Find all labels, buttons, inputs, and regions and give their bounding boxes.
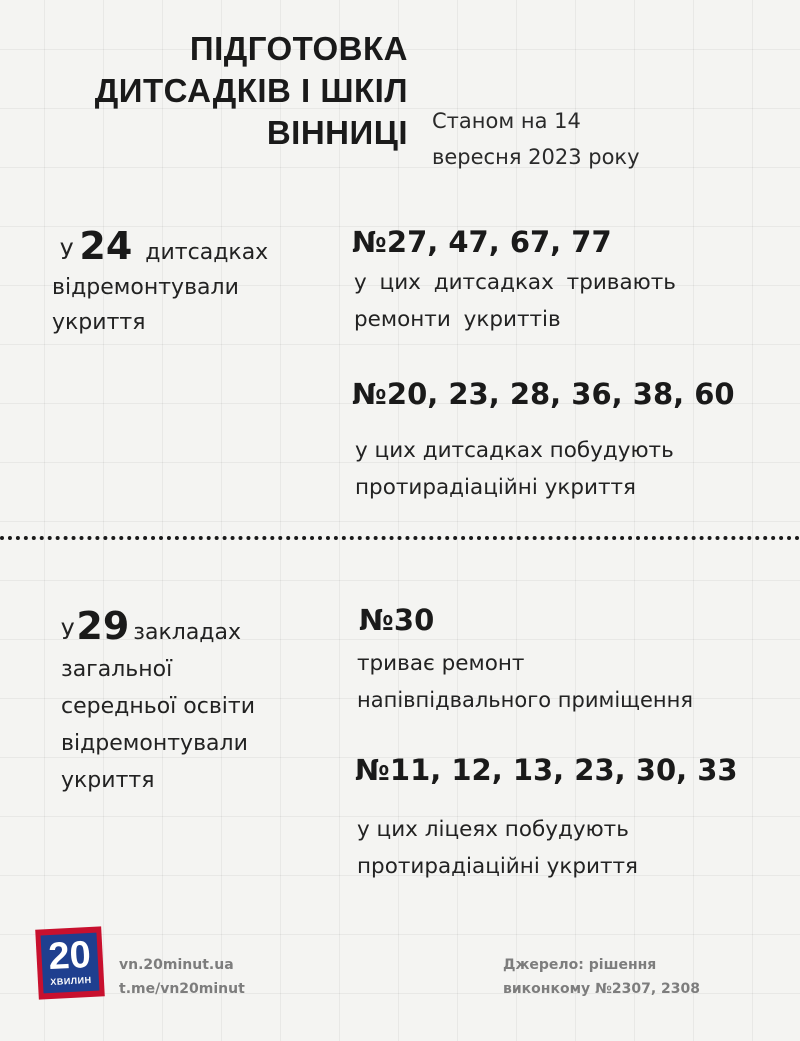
kindergarten-stat-number: 24 [79,224,133,268]
kindergarten-ongoing-desc-line-1: у цих дитсадках тривають [354,270,676,295]
school-stat-number: 29 [76,604,130,648]
school-ongoing-number: №30 [359,603,435,637]
date-line-2: вересня 2023 року [432,145,640,169]
school-ongoing-desc-line-1: триває ремонт [357,651,525,676]
kindergarten-ongoing-numbers: №27, 47, 67, 77 [352,225,612,259]
school-stat-line-4: відремонтували [61,731,248,756]
school-stat-prefix: У [61,620,75,645]
kindergarten-new-numbers: №20, 23, 28, 36, 38, 60 [352,377,735,411]
source-line-2: виконкому №2307, 2308 [503,981,700,997]
section-divider [0,536,800,540]
school-stat-line-5: укриття [61,768,155,793]
title-line-3: ВІННИЦІ [266,114,408,151]
kindergarten-ongoing-desc-line-2: ремонти укриттів [354,307,561,332]
school-new-desc [357,811,757,885]
kindergarten-stat-line-2: відремонтували [52,275,239,300]
kindergarten-stat-line-3: укриття [52,310,146,335]
source-line-1: Джерело: рішення [503,957,657,973]
school-stat-line-2: загальної [61,657,173,682]
brand-logo-word: ХВИЛИН [50,974,92,988]
brand-logo-number: 20 [47,933,92,979]
school-stat-line-3: середньої освіти [61,694,256,719]
date-note [432,103,712,175]
school-ongoing-desc [357,645,787,719]
school-stat-suffix: закладах [133,620,242,645]
school-new-desc-line-2: протирадіаційні укриття [357,854,638,879]
kindergarten-stat-suffix: дитсадках [145,240,269,265]
title-line-1: ПІДГОТОВКА [189,30,408,67]
website-link[interactable]: vn.20minut.ua [119,957,234,973]
source-note [503,953,700,1001]
kindergarten-new-desc [355,432,755,506]
kindergarten-stat-prefix: У [60,240,74,265]
title-line-2: ДИТСАДКІВ І ШКІЛ [94,72,408,109]
kindergarten-new-desc-line-2: протирадіаційні укриття [355,475,636,500]
footer-links [119,953,245,1001]
school-ongoing-desc-line-2: напівпідвального приміщення [357,688,693,712]
brand-logo[interactable] [35,926,105,999]
school-stat [61,604,321,799]
kindergarten-ongoing-desc [354,264,734,338]
telegram-link[interactable]: t.me/vn20minut [119,981,245,997]
school-new-numbers: №11, 12, 13, 23, 30, 33 [355,753,738,787]
date-line-1: Станом на 14 [432,109,581,133]
kindergarten-new-desc-line-1: у цих дитсадках побудують [355,438,674,463]
brand-logo-badge [41,933,100,994]
school-new-desc-line-1: у цих ліцеях побудують [357,817,629,842]
page-title [30,28,408,154]
kindergarten-stat [52,224,312,340]
